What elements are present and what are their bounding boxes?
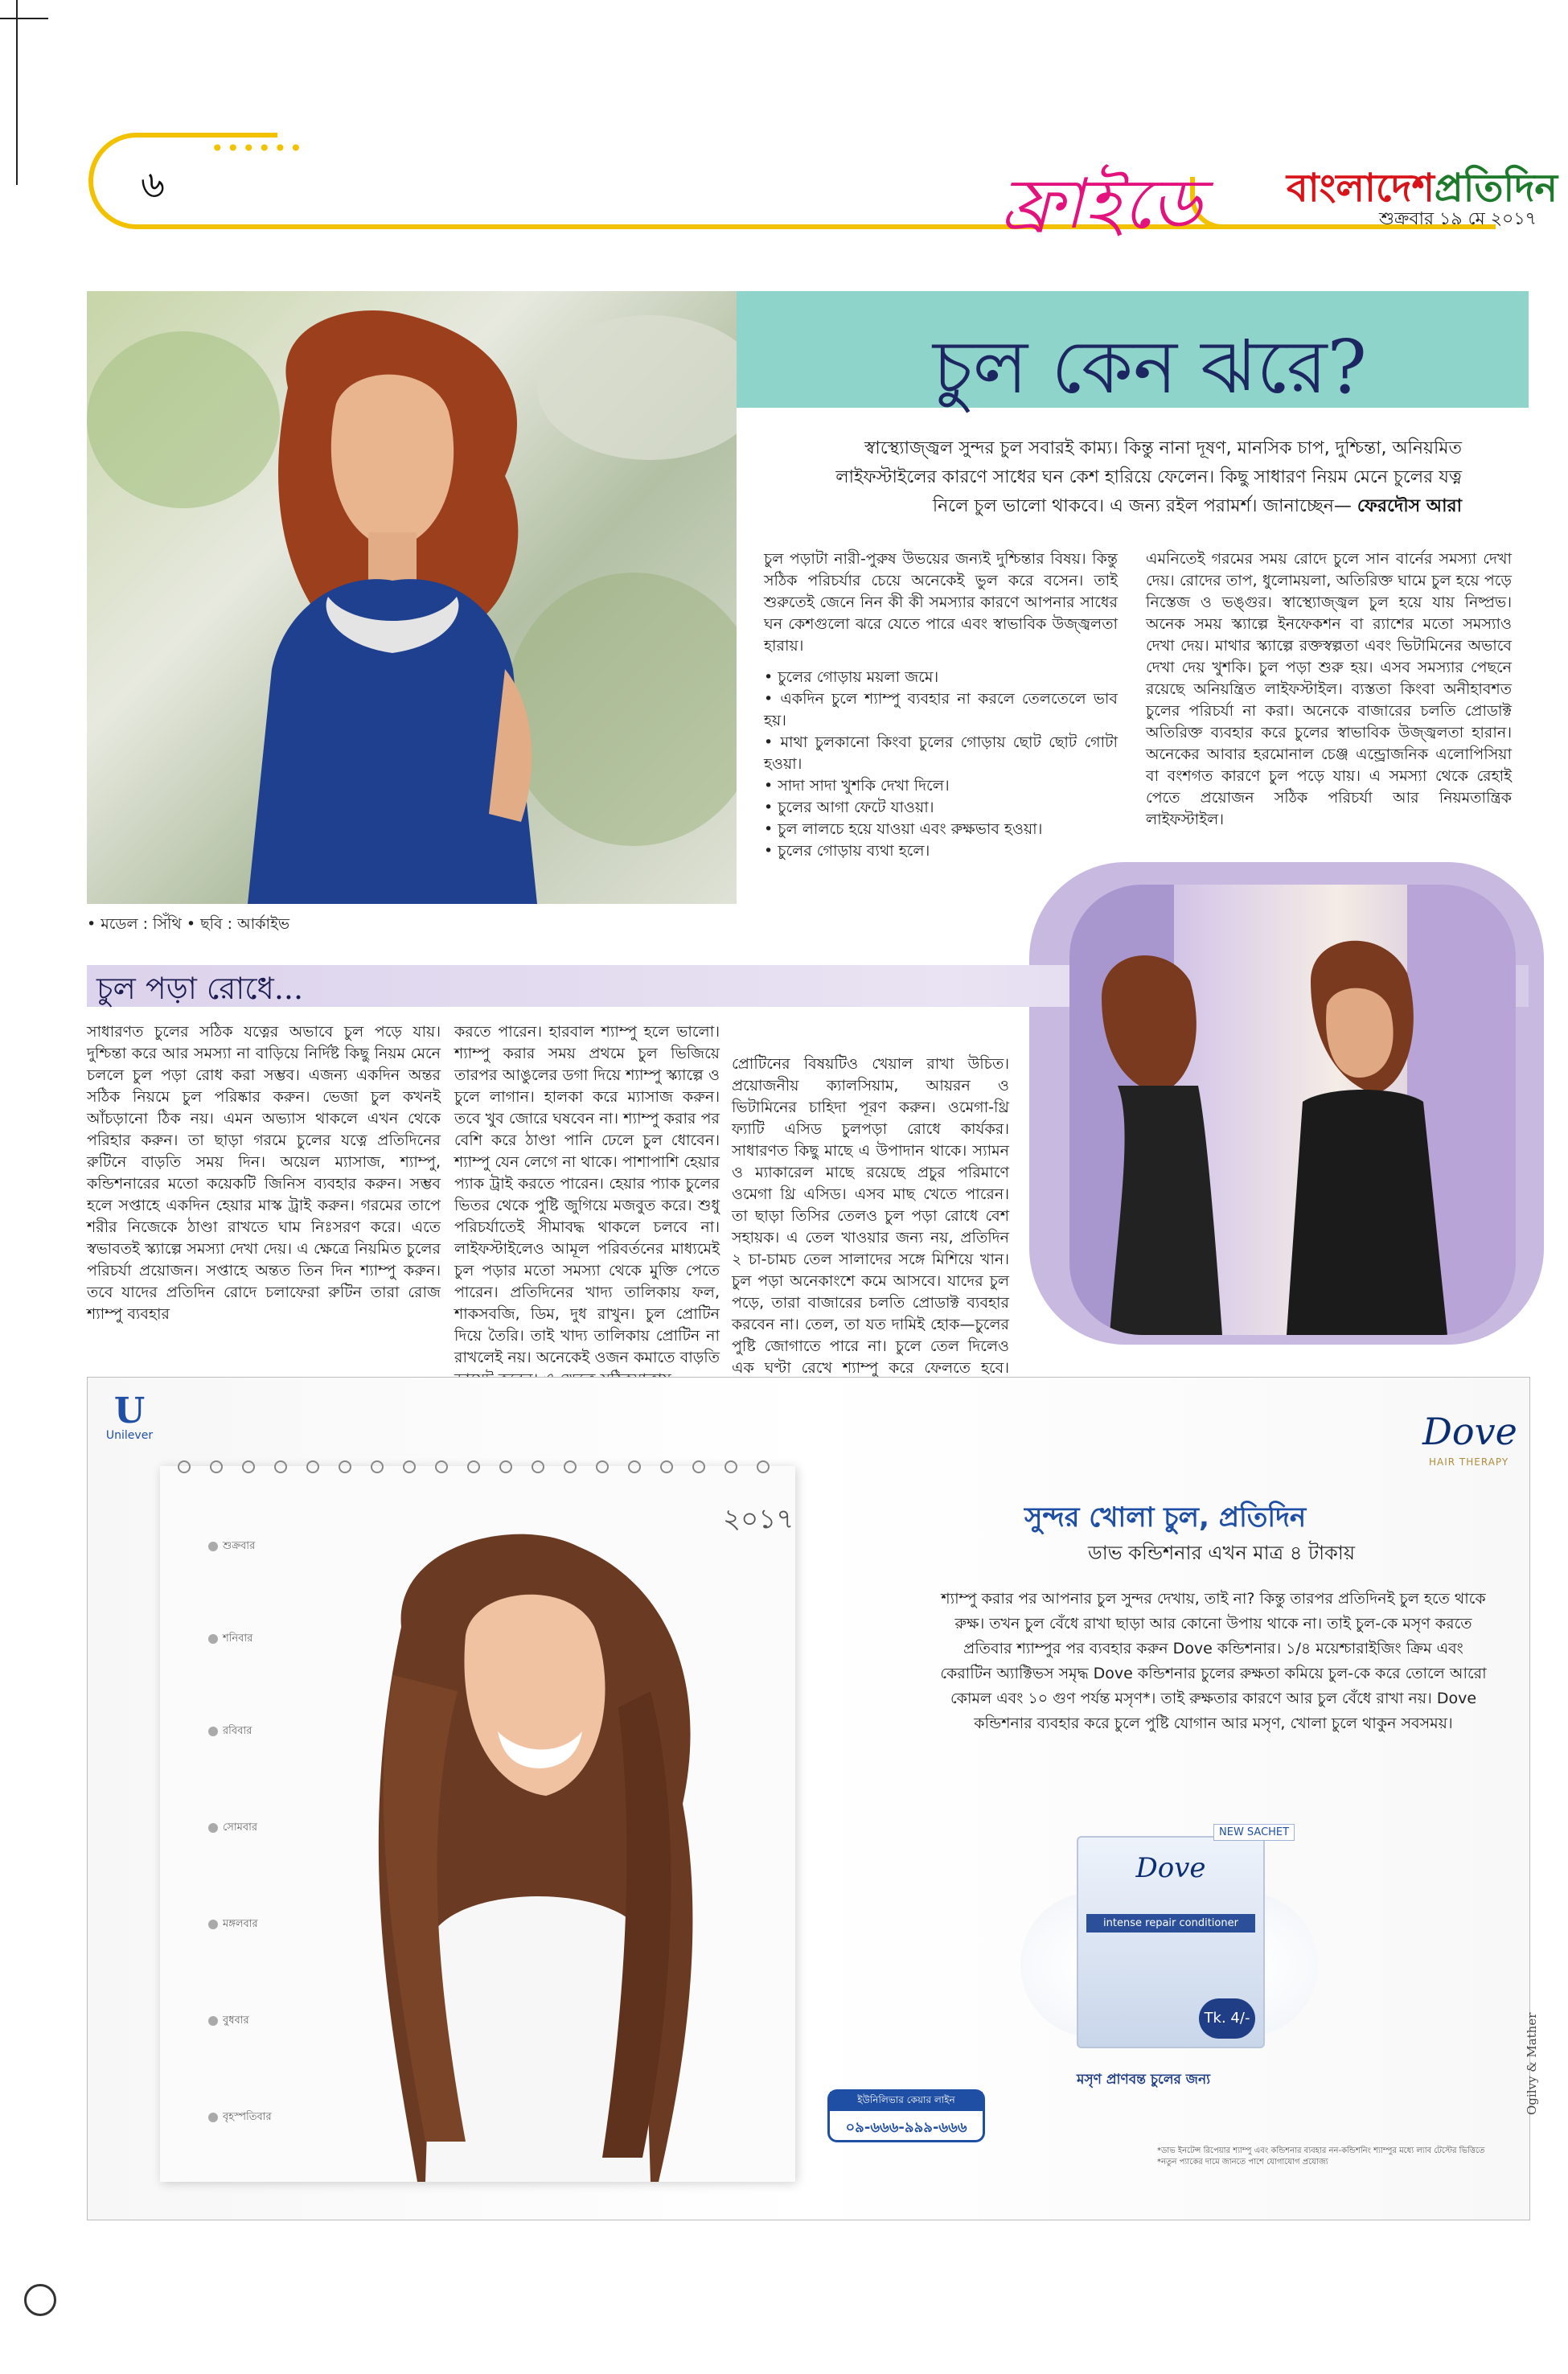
crop-mark-vertical [16,0,18,185]
calendar-day: শুক্রবার [208,1538,255,1555]
header-dots: •••••• [211,135,306,162]
masthead-part2: প্রতিদিন [1434,166,1558,211]
header-rule [273,224,1496,229]
feature2-column-3 [732,1054,1009,1423]
mirror-illustration [1069,885,1516,1335]
feature2-column-1 [87,1021,441,1325]
crop-mark-horizontal [0,18,48,19]
dove-sachet [1077,1836,1265,2048]
calendar-day: বৃহস্পতিবার [208,2109,272,2126]
list-item: • চুলের গোড়ায় ময়লা জমে। [764,667,1118,688]
calendar-day: শনিবার [208,1631,252,1648]
column-1-paragraph: চুল পড়াটা নারী-পুরুষ উভয়ের জন্যই দুশ্চিন্তার বিষয়। কিন্তু সঠিক পরিচর্যার চেয়ে অনেকেই ভুল করে বসেন। তাই শুরুতেই জেনে নিন কী কী সমস্যার কারণে আপনার সাধের ঘন কেশগুলো ঝরে যেতে পারে এবং স্বাভাবিক উজ্জ্বলতা হারায়। [764,550,1118,655]
article-column-1 [764,548,1118,862]
agency-credit: Ogilvy & Mather [1525,2012,1539,2115]
unilever-wordmark: Unilever [105,1429,154,1442]
careline-number: ০৯-৬৬৬-৯৯৯-৬৬৬ [845,2119,967,2136]
list-item: • চুল লালচে হয়ে যাওয়া এবং রুক্ষভাব হওয়া। [764,819,1118,840]
subhead: চুল পড়া রোধে... [96,971,304,1006]
intro-text: স্বাস্থ্যোজ্জ্বল সুন্দর চুল সবারই কাম্য। কিন্তু নানা দূষণ, মানসিক চাপ, দুশ্চিন্তা, অনিয়মিত লাইফস্টাইলের কারণে সাধের ঘন কেশ হারিয়ে ফেলেন। কিছু সাধারণ নিয়ম মেনে চুলের যত্ন নিলে চুল ভালো থাকবে। এ জন্য রইল পরামর্শ। জানাচ্ছেন— [835,438,1462,516]
list-item: • মাথা চুলকানো কিংবা চুলের গোড়ায় ছোট ছোট গোটা হওয়া। [764,732,1118,775]
feature2-col3-text: প্রোটিনের বিষয়টিও খেয়াল রাখা উচিত। প্রয়োজনীয় ক্যালসিয়াম, আয়রন ও ভিটামিনের চাহিদা পূরণ করুন। ওমেগা-থ্রি ফ্যাটি এসিড চুলপড়া রোধে কার্যকর। সাধারণত কিছু মাছে এ উপাদান থাকে। স্যামন ও ম্যাকারেল মাছে রয়েছে প্রচুর পরিমাণে ওমেগা থ্রি এসিড। এসব মাছ খেতে পারেন। তা ছাড়া তিসির তেলও চুল পড়া রোধে বেশ সহায়ক। এ তেল খাওয়ার জন্য নয়, প্রতিদিন ২ চা-চামচ তেল সালাদের সঙ্গে মিশিয়ে খান। চুল পড়া অনেকাংশে কমে আসবে। যাদের চুল পড়ে, তারা বাজারের চলতি প্রোডাক্ট ব্যবহার করবেন না। তেল, তা যত দামিই হোক—চুলের পুষ্টি জোগাতে পারে না। চুলে তেল দিলেও এক ঘণ্টা রেখে শ্যাম্পু করে ফেলতে হবে। [732,1055,1009,1377]
ad-headline: সুন্দর খোলা চুল, প্রতিদিন [1024,1501,1307,1534]
mirror-photo [1069,885,1516,1335]
photo-caption: • মডেল : সিঁথি • ছবি : আর্কাইভ [87,915,290,933]
sachet-caption: মসৃণ প্রাণবন্ত চুলের জন্য [1077,2072,1211,2088]
dove-advertisement [87,1377,1530,2220]
list-item: • সাদা সাদা খুশকি দেখা দিলে। [764,775,1118,797]
calendar-day: মঙ্গলবার [208,1916,258,1933]
model-photo [87,291,737,904]
registration-mark [24,2284,56,2316]
calendar-day: বুধবার [208,2013,249,2030]
calendar-year: ২০১৭ [723,1503,794,1535]
calendar-day: রবিবার [208,1723,252,1740]
page-number: ৬ [141,162,165,206]
article-intro [794,434,1462,521]
dove-model-illustration [305,1514,787,2182]
new-sachet-label: NEW SACHET [1213,1824,1295,1841]
section-logo: ফ্রাইডে [1001,164,1204,244]
column-2-paragraph: এমনিতেই গরমের সময় রোদে চুলে সান বার্নের সমস্যা দেখা দেয়। রোদের তাপ, ধুলোময়লা, অতিরিক্ত ঘামে চুল হয়ে পড়ে নিস্তেজ ও ভঙ্গুর। স্বাস্থ্যোজ্জ্বল চুল হয়ে যায় নিষ্প্রভ। অনেক সময় স্ক্যাল্পে ইনফেকশন বা র‍্যাশের মতো সমস্যাও দেখা দেয়। মাথার স্ক্যাল্পে রক্তস্বল্পতা এবং ভিটামিনের অভাবে দেখা দেয় খুশকি। চুল পড়া শুরু হয়। এসব সমস্যার পেছনে রয়েছে অনিয়ন্ত্রিত লাইফস্টাইল। ব্যস্ততা কিংবা অনীহাবশত চুলের পরিচর্যা না করা। অনেকে বাজারের চলতি প্রোডাক্ট অতিরিক্ত ব্যবহার করে চুলের স্বাভাবিক উজ্জ্বলতা হারান। অনেকের আবার হরমোনাল চেঞ্জ এন্ড্রোজনিক এলোপিসিয়া বা বংশগত কারণে চুল পড়ে যায়। এ সমস্যা থেকে রেহাই পেতে প্রয়োজন সঠিক পরিচর্যা আর নিয়মতান্ত্রিক লাইফস্টাইল। [1146,550,1512,828]
list-item: • চুলের গোড়ায় ব্যথা হলে। [764,840,1118,862]
dove-logo: Dove [1422,1410,1517,1453]
careline-badge [827,2089,985,2142]
feature2-col1-text: সাধারণত চুলের সঠিক যত্নের অভাবে চুল পড়ে যায়। দুশ্চিন্তা করে আর সমস্যা না বাড়িয়ে নির্দিষ্ট কিছু নিয়ম মেনে চললে চুল পড়া রোধ করা সম্ভব। এজন্য একদিন অন্তর সঠিক নিয়মে চুল পরিষ্কার করুন। ভেজা চুল কখনই আঁচড়ানো ঠিক নয়। এমন অভ্যাস থাকলে এখন থেকে পরিহার করুন। তা ছাড়া গরমে চুলের যত্নে প্রতিদিনের রুটিনে বাড়তি সময় দিন। অয়েল ম্যাসাজ, শ্যাম্পু, কন্ডিশনারের মতো কয়েকটি জিনিস ব্যবহার করুন। সম্ভব হলে সপ্তাহে একদিন হেয়ার মাস্ক ট্রাই করুন। গরমের তাপে শরীর নিজেকে ঠাণ্ডা রাখতে ঘাম নিঃসরণ করে। এতে স্বভাবতই স্ক্যাল্পে সমস্যা দেখা দেয়। এ ক্ষেত্রে নিয়মিত চুলের পরিচর্যা প্রয়োজন। সপ্তাহে অন্তত তিন দিন শ্যাম্পু করুন। তবে যাদের প্রতিদিন রোদে চলাফেরা রুটিন তারা রোজ শ্যাম্পু ব্যবহার [87,1023,441,1323]
sachet-brand: Dove [1135,1852,1206,1884]
masthead-part1: বাংলাদেশ [1287,166,1435,211]
author-name: ফেরদৌস আরা [1357,496,1462,516]
calendar-page [160,1466,795,2182]
article-title: চুল কেন ঝরে? [933,324,1367,410]
sachet-price-badge: Tk. 4/- [1199,1998,1255,2039]
feature2-column-2 [454,1021,720,1390]
list-item: • একদিন চুলে শ্যাম্পু ব্যবহার না করলে তেলতেলে ভাব হয়। [764,688,1118,732]
ad-subheadline: ডাভ কন্ডিশনার এখন মাত্র ৪ টাকায় [1088,1542,1355,1564]
calendar-rings [168,1455,787,1479]
dove-logo-subtitle: HAIR THERAPY [1429,1456,1509,1468]
unilever-logo [105,1390,154,1442]
list-item: • চুলের আগা ফেটে যাওয়া। [764,797,1118,819]
careline-label: ইউনিলিভার কেয়ার লাইন [830,2092,983,2111]
symptom-list [764,667,1118,862]
ad-body-copy: শ্যাম্পু করার পর আপনার চুল সুন্দর দেখায়, তাই না? কিন্তু তারপর প্রতিদিনই চুল হতে থাকে রুক্ষ। তখন চুল বেঁধে রাখা ছাড়া আর কোনো উপায় থাকে না। তাই চুল-কে মসৃণ করতে প্রতিবার শ্যাম্পুর পর ব্যবহার করুন Dove কন্ডিশনার। ১/৪ ময়েশ্চারাইজিং ক্রিম এবং কেরাটিন অ্যাক্টিভস সমৃদ্ধ Dove কন্ডিশনার চুলের রুক্ষতা কমিয়ে চুল-কে করে তোলে আরো কোমল এবং ১০ গুণ পর্যন্ত মসৃণ*। তাই রুক্ষতার কারণে আর চুল বেঁধে রাখা নয়। Dove কন্ডিশনার ব্যবহার করে চুলে পুষ্টি যোগান আর মসৃণ, খোলা চুলে থাকুন সবসময়। [940,1590,1487,1732]
dateline: শুক্রবার ১৯ মে ২০১৭ [1379,209,1537,229]
calendar-day: সোমবার [208,1820,257,1837]
model-illustration [87,291,737,904]
feature2-col2-text: করতে পারেন। হারবাল শ্যাম্পু হলে ভালো। শ্যাম্পু করার সময় প্রথমে চুল ভিজিয়ে তারপর আঙুলের ডগা দিয়ে শ্যাম্পু স্ক্যাল্পে ও চুলে লাগান। হালকা করে ম্যাসাজ করুন। তবে খুব জোরে ঘষবেন না। শ্যাম্পু করার পর বেশি করে ঠাণ্ডা পানি ঢেলে চুল ধোবেন। শ্যাম্পু যেন লেগে না থাকে। পাশাপাশি হেয়ার প্যাক ট্রাই করতে পারেন। হেয়ার প্যাক চুলের ভিতর থেকে পুষ্টি জুগিয়ে মজবুত করে। শুধু পরিচর্যাতেই সীমাবদ্ধ থাকলে চলবে না। লাইফস্টাইলেও আমূল পরিবর্তনের মাধ্যমেই চুল পড়ার মতো সমস্যা থেকে মুক্তি পেতে পারেন। প্রতিদিনের খাদ্য তালিকায় ফল, শাকসবজি, ডিম, দুধ রাখুন। চুল প্রোটিন দিয়ে তৈরি। তাই খাদ্য তালিকায় প্রোটিন না রাখলেই নয়। অনেকেই ওজন কমাতে বাড়তি [454,1023,720,1366]
sachet-product-line: intense repair conditioner [1086,1914,1255,1932]
unilever-u-icon: U [113,1390,146,1431]
article-column-2 [1146,548,1512,831]
ad-fine-print: *ডাভ ইনটেন্স রিপেয়ার শ্যাম্পু এবং কন্ডিশনার ব্যবহার নন-কন্ডিশনিং শ্যাম্পুর মধ্যে ল্যাব টেস্টের ভিত্তিতে *নতুন প্যাকের দামে জানতে পাশে যোগাযোগ প্রযোজ্য [1157,2146,1485,2167]
